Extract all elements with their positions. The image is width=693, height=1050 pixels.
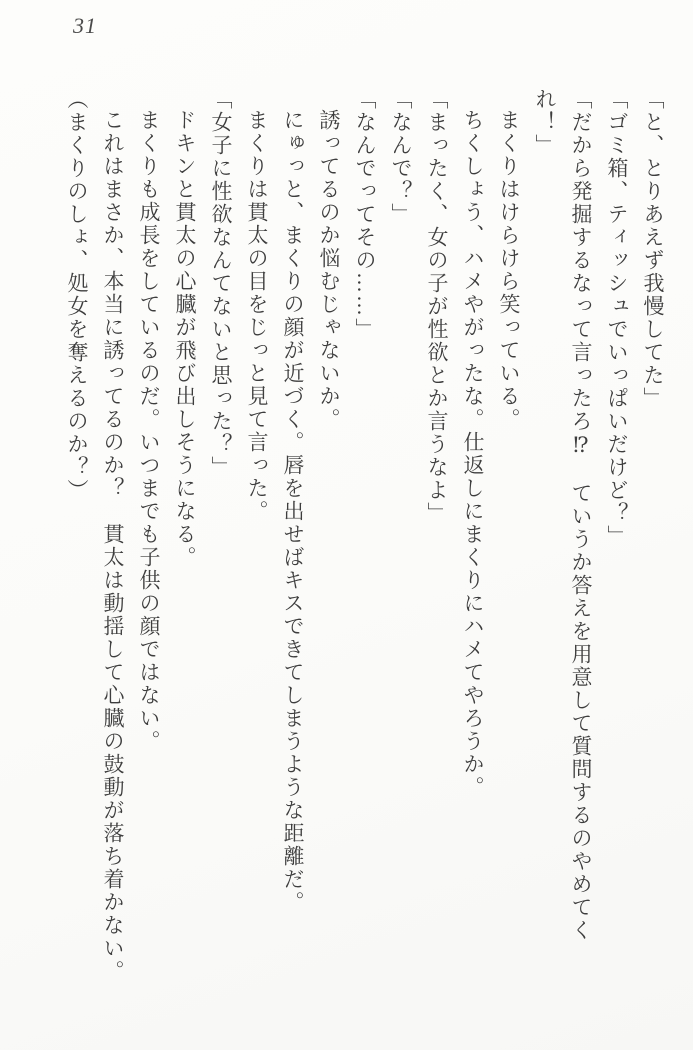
text-line: （まくりのしょ、処女を奪えるのか？） bbox=[65, 88, 89, 502]
text-line: 「なんでってその……」 bbox=[353, 88, 377, 341]
text-line: 「女子に性欲なんてないと思った？」 bbox=[209, 88, 233, 479]
text-line: 「だから発掘するなって言ったろ⁉ ていうか答えを用意して質問するのやめてく bbox=[569, 88, 593, 942]
text-line: 「と、とりあえず我慢してた」 bbox=[641, 88, 665, 410]
text-line: 「なんで？」 bbox=[389, 88, 413, 226]
text-line: まくりは貫太の目をじっと見て言った。 bbox=[245, 109, 269, 523]
text-line: れ！」 bbox=[533, 88, 557, 157]
text-line: これはまさか、本当に誘ってるのか？ 貫太は動揺して心臓の鼓動が落ち着かない。 bbox=[101, 109, 125, 983]
text-line: ちくしょう、ハメやがったな。仕返しにまくりにハメてやろうか。 bbox=[461, 109, 485, 799]
page-number: 31 bbox=[73, 13, 97, 38]
text-line: にゅっと、まくりの顔が近づく。唇を出せばキスできてしまうような距離だ。 bbox=[281, 109, 305, 914]
text-line: ドキンと貫太の心臓が飛び出しそうになる。 bbox=[173, 109, 197, 569]
text-line: 誘ってるのか悩むじゃないか。 bbox=[317, 109, 341, 431]
text-line: まくりはけらけら笑っている。 bbox=[497, 109, 521, 431]
text-line: 「まったく、女の子が性欲とか言うなよ」 bbox=[425, 88, 449, 525]
page-text bbox=[29, 0, 693, 1050]
text-line: 「ゴミ箱、ティッシュでいっぱいだけど？」 bbox=[605, 88, 629, 548]
text-line: まくりも成長をしているのだ。いつまでも子供の顔ではない。 bbox=[137, 109, 161, 753]
